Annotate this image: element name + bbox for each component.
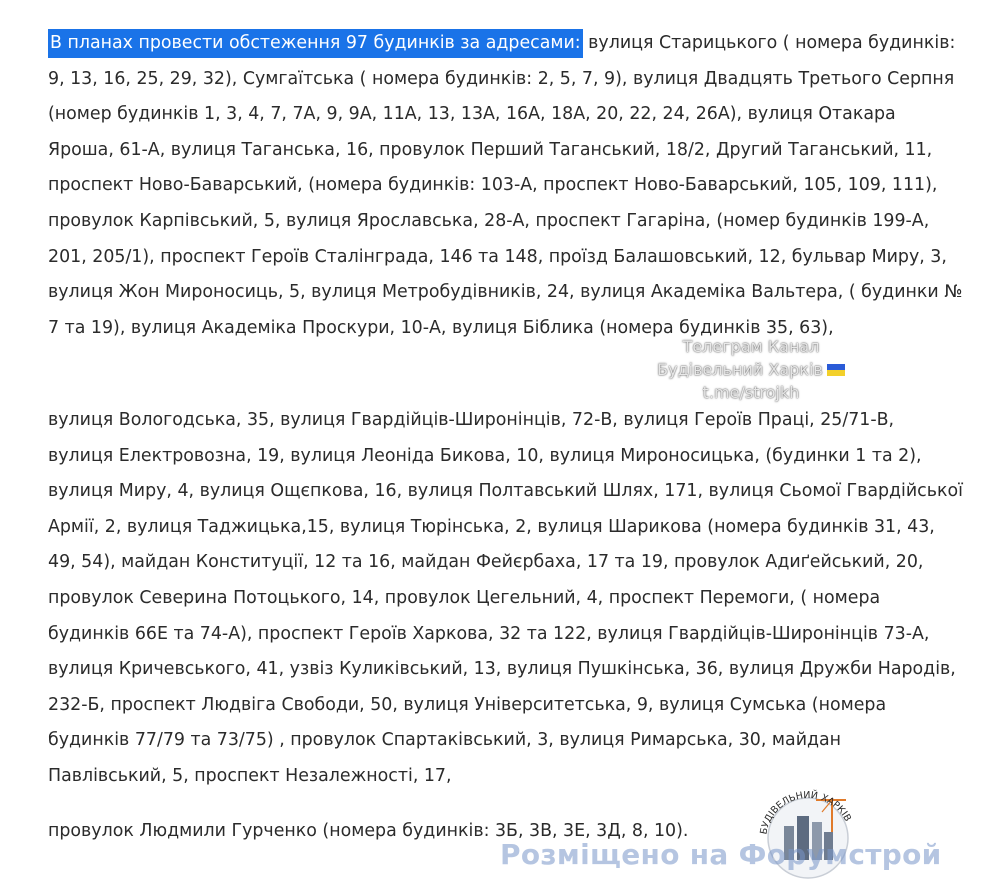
watermark-line-2: Будівельний Харків (657, 360, 823, 379)
watermark-line-3: t.me/strojkh (702, 383, 800, 402)
watermark-line-2-wrap (636, 358, 866, 381)
ukraine-flag-icon (827, 364, 845, 376)
watermark-line-1: Телеграм Канал (682, 337, 820, 356)
paragraph-3: провулок Людмили Гурченко (номера будинків: 3Б, 3В, 3Е, 3Д, 8, 10). (48, 821, 689, 841)
logo-text: БУДІВЕЛЬНИЙ ХАРКІВ (758, 789, 854, 836)
paragraph-2: вулиця Вологодська, 35, вулиця Гвардійців-Широнінців, 72-В, вулиця Героїв Праці, 25/71-В, вулиця Електровозна, 19, вулиця Леоніда Бикова, 10, вулиця Мироносицька, (будинки 1 та 2), вулиця Миру, 4, вулиця Ощєпкова, 16, вулиця Полтавський Шлях, 171, вулиця Сьомої Гвардійської Армії, 2, вулиця Таджицька,15, вулиця Тюрінська, 2, вулиця Шарикова (номера будинків 31, 43, 49, 54), майдан Конституції, 12 та 16, майдан Фейєрбаха, 17 та 19, провулок Адиґейський, 20, провулок Северина Потоцького, 14, провулок Цегельний, 4, проспект Перемоги, ( номера будинків 66Е та 74-А), проспект Героїв Харкова, 32 та 122, вулиця Гвардійців-Широнінців 73-А, вулиця Кричевського, 41, узвіз Куликівський, 13, вулиця Пушкінська, 36, вулиця Дружби Народів, 232-Б, проспект Людвіга Свободи, 50, вулиця Університетська, 9, вулиця Сумська (номера будинків 77/79 та 73/75) , провулок Спартаківський, 3, вулиця Римарська, 30, майдан Павлівський, 5, проспект Незалежності, 17, (48, 410, 963, 786)
telegram-watermark (636, 335, 866, 404)
forum-watermark: Розміщено на Форумстрой (500, 838, 942, 871)
paragraph-1 (48, 26, 963, 346)
paragraph-1-text: вулиця Старицького ( номера будинків: 9, 13, 16, 25, 29, 32), Сумгаїтська ( номера будинків: 2, 5, 7, 9), вулиця Двадцять Третього Серпня (номер будинків 1, 3, 4, 7, 7А, 9, 9А, 11А, 13, 13А, 16А, 18А, 20, 22, 24, 26А), вулиця Отакара Яроша, 61-А, вулиця Таганська, 16, провулок Перший Таганський, 18/2, Другий Таганський, 11, проспект Ново-Баварський, (номера будинків: 103-А, проспект Ново-Баварський, 105, 109, 111), провулок Карпівський, 5, вулиця Ярославська, 28-А, проспект Гагаріна, (номер будинків 199-А, 201, 205/1), проспект Героїв Сталінграда, 146 та 148, проїзд Балашовський, 12, бульвар Миру, 3, вулиця Жон Мироносиць, 5, вулиця Метробудівників, 24, вулиця Академіка Вальтера, ( будинки № 7 та 19), вулиця Академіка Проскури, 10-А, вулиця Біблика (номера будинків 35, 63), (48, 33, 963, 338)
highlighted-selection: В планах провести обстеження 97 будинків за адресами: (48, 29, 583, 58)
